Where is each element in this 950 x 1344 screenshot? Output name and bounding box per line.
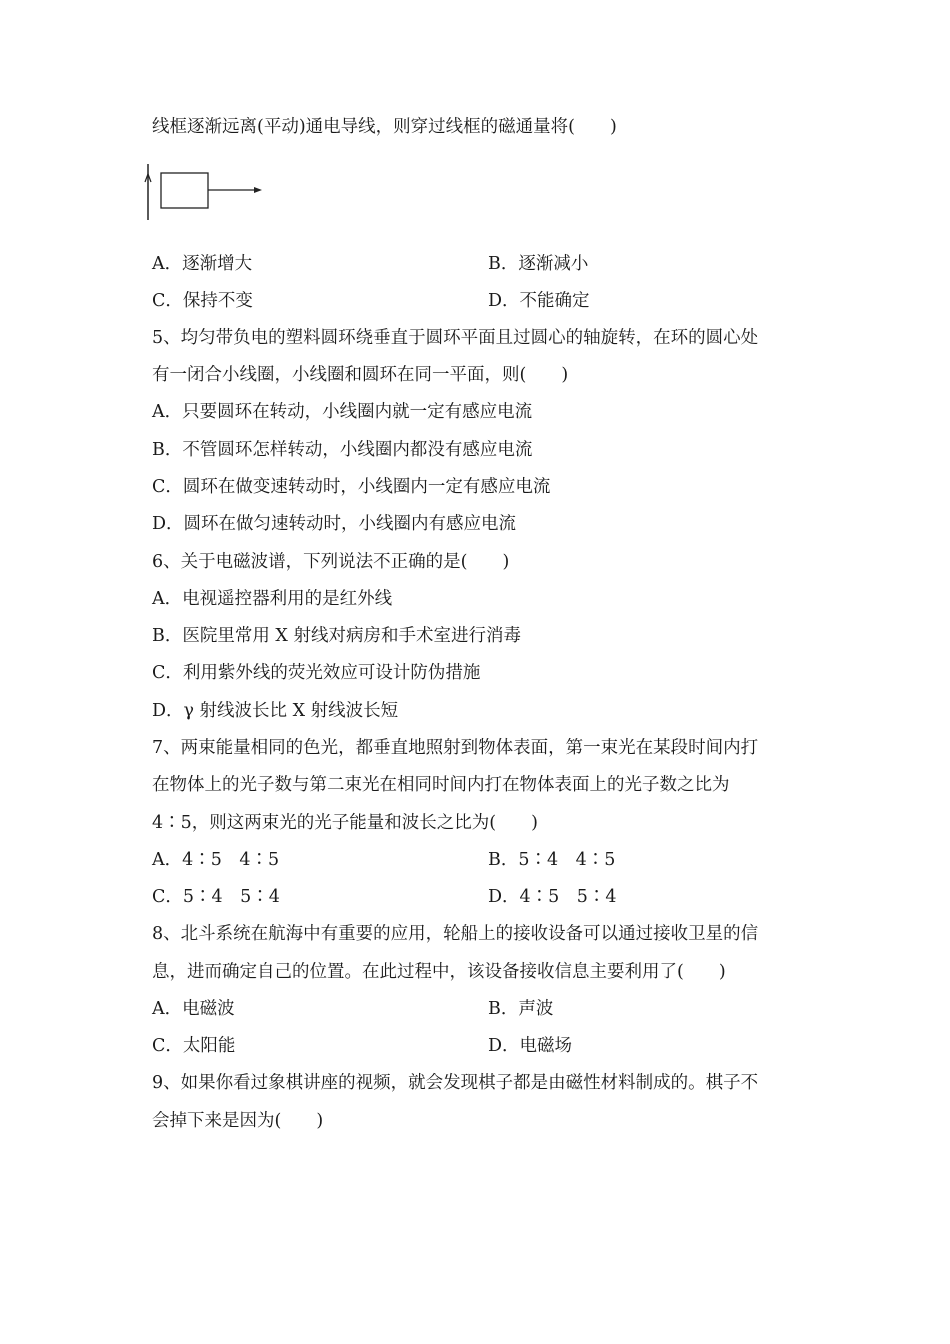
q8-option-d: D．电磁场 bbox=[488, 1036, 573, 1056]
q6-option-d: D．γ 射线波长比 X 射线波长短 bbox=[152, 701, 399, 721]
q9-stem-line-1: 9、如果你看过象棋讲座的视频，就会发现棋子都是由磁性材料制成的。棋子不 bbox=[152, 1073, 759, 1093]
q7-stem-line-2: 在物体上的光子数与第二束光在相同时间内打在物体表面上的光子数之比为 bbox=[152, 775, 730, 795]
motion-arrow-icon bbox=[254, 187, 262, 193]
q5-stem-line-1: 5、均匀带负电的塑料圆环绕垂直于圆环平面且过圆心的轴旋转，在环的圆心处 bbox=[152, 328, 759, 348]
q7-option-c: C．5∶4 5∶4 bbox=[152, 887, 280, 907]
q8-stem-line-1: 8、北斗系统在航海中有重要的应用，轮船上的接收设备可以通过接收卫星的信 bbox=[152, 924, 759, 944]
q5-option-b: B．不管圆环怎样转动，小线圈内都没有感应电流 bbox=[152, 440, 533, 460]
wire-and-frame-figure bbox=[140, 160, 270, 225]
q8-option-b: B．声波 bbox=[488, 999, 554, 1019]
q9-stem-line-2: 会掉下来是因为( ) bbox=[152, 1111, 324, 1131]
q8-stem-line-2: 息，进而确定自己的位置。在此过程中，该设备接收信息主要利用了( ) bbox=[152, 962, 726, 982]
q7-option-a: A．4∶5 4∶5 bbox=[152, 850, 280, 870]
q4-option-b: B．逐渐减小 bbox=[488, 254, 589, 274]
q4-option-c: C．保持不变 bbox=[152, 291, 253, 311]
q6-stem: 6、关于电磁波谱，下列说法不正确的是( ) bbox=[152, 552, 510, 572]
coil-frame bbox=[161, 173, 208, 208]
q7-stem-line-3: 4∶5，则这两束光的光子能量和波长之比为( ) bbox=[152, 813, 538, 833]
q6-option-b: B．医院里常用 X 射线对病房和手术室进行消毒 bbox=[152, 626, 521, 646]
q5-option-d: D．圆环在做匀速转动时，小线圈内有感应电流 bbox=[152, 514, 517, 534]
q4-option-d: D．不能确定 bbox=[488, 291, 590, 311]
q5-stem-line-2: 有一闭合小线圈，小线圈和圆环在同一平面，则( ) bbox=[152, 365, 569, 385]
q7-option-b: B．5∶4 4∶5 bbox=[488, 850, 616, 870]
q5-option-c: C．圆环在做变速转动时，小线圈内一定有感应电流 bbox=[152, 477, 551, 497]
q5-option-a: A．只要圆环在转动，小线圈内就一定有感应电流 bbox=[152, 402, 533, 422]
q4-stem: 线框逐渐远离(平动)通电导线，则穿过线框的磁通量将( ) bbox=[152, 117, 617, 137]
q4-option-a: A．逐渐增大 bbox=[152, 254, 253, 274]
q8-option-a: A．电磁波 bbox=[152, 999, 235, 1019]
q8-option-c: C．太阳能 bbox=[152, 1036, 236, 1056]
q6-option-a: A．电视遥控器利用的是红外线 bbox=[152, 589, 393, 609]
q6-option-c: C．利用紫外线的荧光效应可设计防伪措施 bbox=[152, 663, 481, 683]
q7-option-d: D．4∶5 5∶4 bbox=[488, 887, 617, 907]
q7-stem-line-1: 7、两束能量相同的色光，都垂直地照射到物体表面，第一束光在某段时间内打 bbox=[152, 738, 759, 758]
